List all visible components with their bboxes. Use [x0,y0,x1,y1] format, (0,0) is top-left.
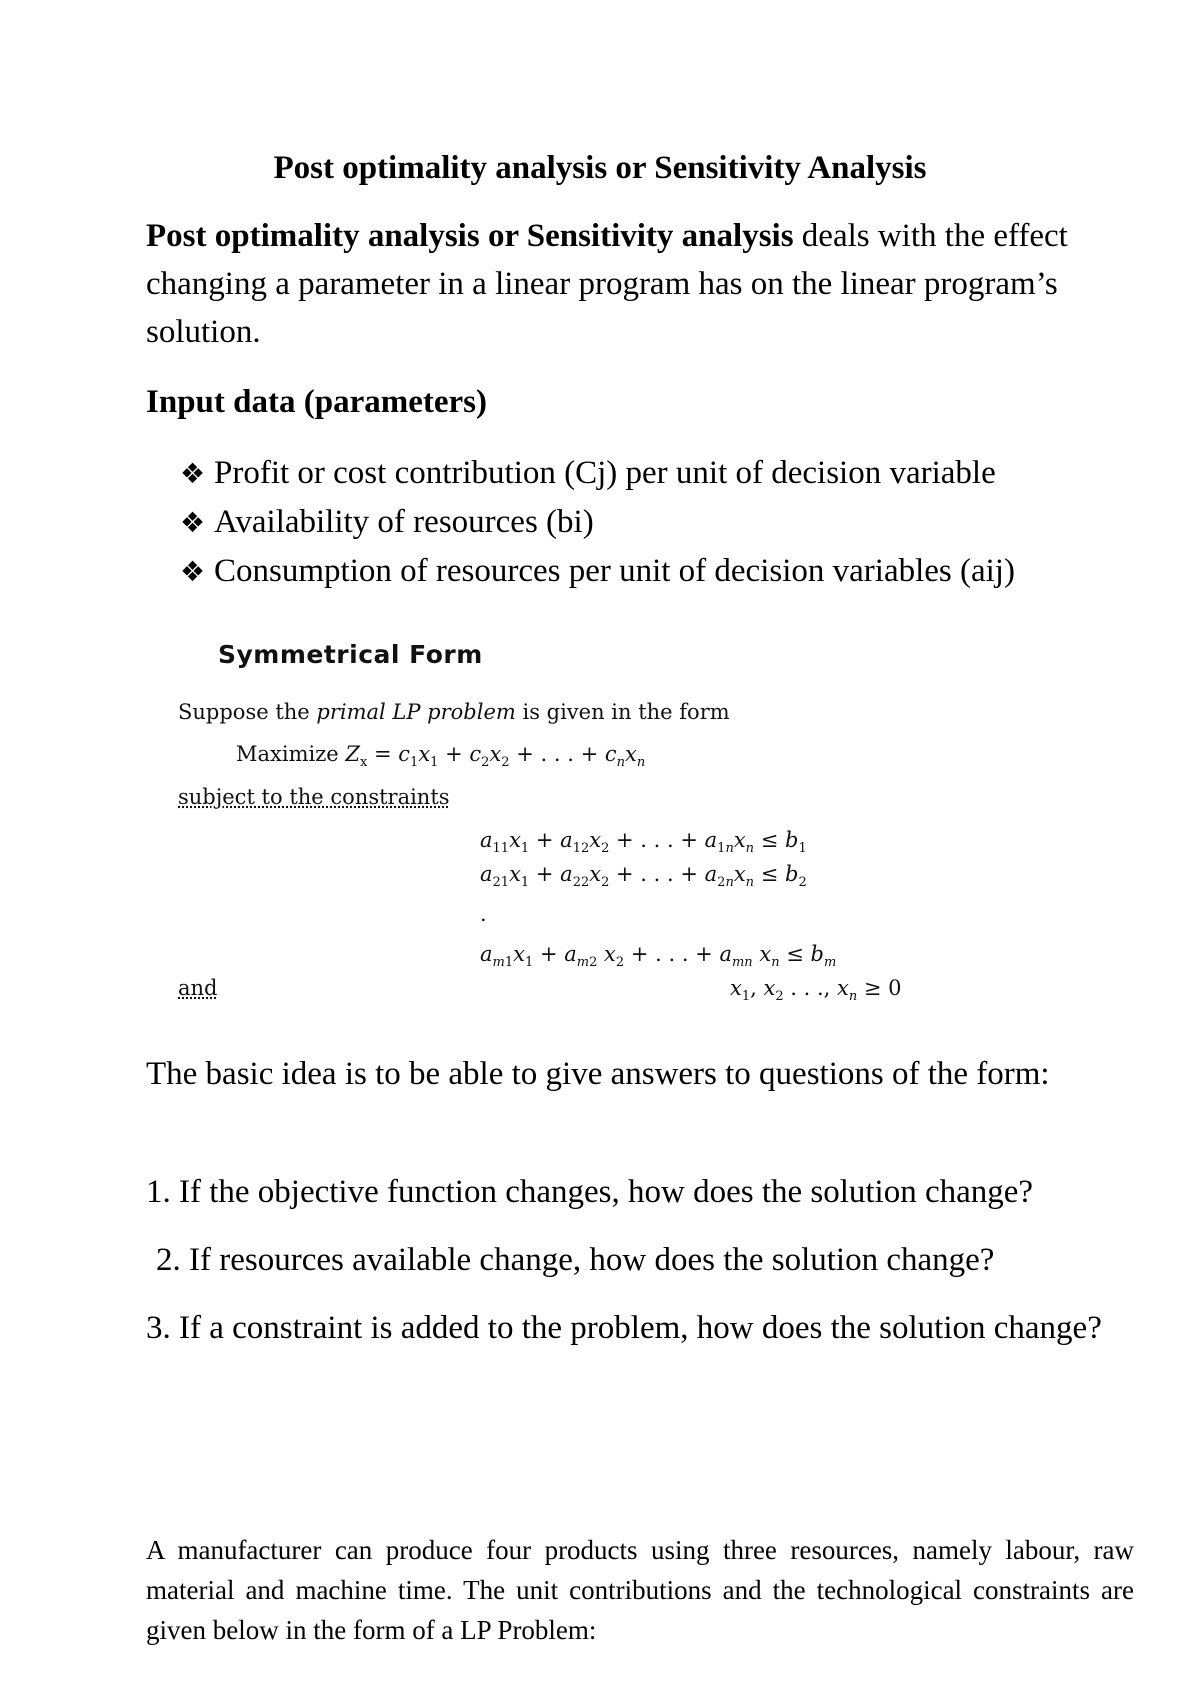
constraint-ellipsis: . [480,902,487,926]
subject-to-text: subject to the constraints [178,785,450,809]
non-negativity: $x_1$, $x_2$ . . ., $x_n \ge 0$ [730,976,902,1005]
maximize-label: Maximize [236,742,339,766]
diamond-bullet-icon: ❖ [180,457,206,490]
list-item [180,498,1015,547]
manufacturer-paragraph: A manufacturer can produce four products using three resources, namely labour, raw material and machine time. The unit contributions and the technological constraints are given below in the form of a LP Problem: [146,1535,1134,1645]
intro-bold-lead: Post optimality analysis or Sensitivity analysis [146,218,794,254]
diamond-bullet-icon: ❖ [180,555,206,588]
basic-idea-paragraph: The basic idea is to be able to give answers to questions of the form: [146,1056,1050,1092]
list-item-text: Consumption of resources per unit of decision variables (aij) [214,553,1015,589]
suppose-line [178,700,730,724]
suppose-suffix: is given in the form [515,700,730,724]
symmetrical-form-figure [170,620,990,1020]
figure-heading: Symmetrical Form [218,640,483,669]
page-title: Post optimality analysis or Sensitivity Analysis [273,150,927,186]
objective-expression: $Z_x = c_1x_1 + c_2x_2$ + . . . + $c_nx_n$ [345,742,646,771]
constraint-row-1: $a_{11}x_1 + a_{12}x_2$ + . . . + $a_{1n}x_n \le b_1$ [480,828,807,857]
list-item [180,449,1015,498]
question-1: 1. If the objective function changes, how does the solution change? [146,1174,1034,1210]
primal-lp-italic: primal LP problem [316,700,516,724]
subject-to-line [178,785,450,809]
and-line [178,976,218,1000]
question-2: 2. If resources available change, how does the solution change? [156,1242,995,1278]
list-item [180,547,1015,596]
constraint-row-2: $a_{21}x_1 + a_{22}x_2$ + . . . + $a_{2n}x_n \le b_2$ [480,862,807,891]
parameter-list [180,449,1015,596]
list-item-text: Availability of resources (bi) [214,504,594,540]
question-3: 3. If a constraint is added to the problem, how does the solution change? [146,1310,1102,1346]
intro-rest: deals with the effect changing a parameter in a linear program has on the linear program’s solution. [146,218,1068,350]
intro-paragraph [146,212,1106,356]
suppose-prefix: Suppose the [178,700,317,724]
and-label: and [178,976,218,1000]
diamond-bullet-icon: ❖ [180,506,206,539]
constraint-row-m: $a_{m1}x_1 + a_{m2}$ $x_2$ + . . . + $a_{mn}$ $x_n \le b_m$ [480,942,837,971]
list-item-text: Profit or cost contribution (Cj) per unit of decision variable [214,455,996,491]
objective-line [236,742,645,770]
input-data-heading: Input data (parameters) [146,384,487,420]
